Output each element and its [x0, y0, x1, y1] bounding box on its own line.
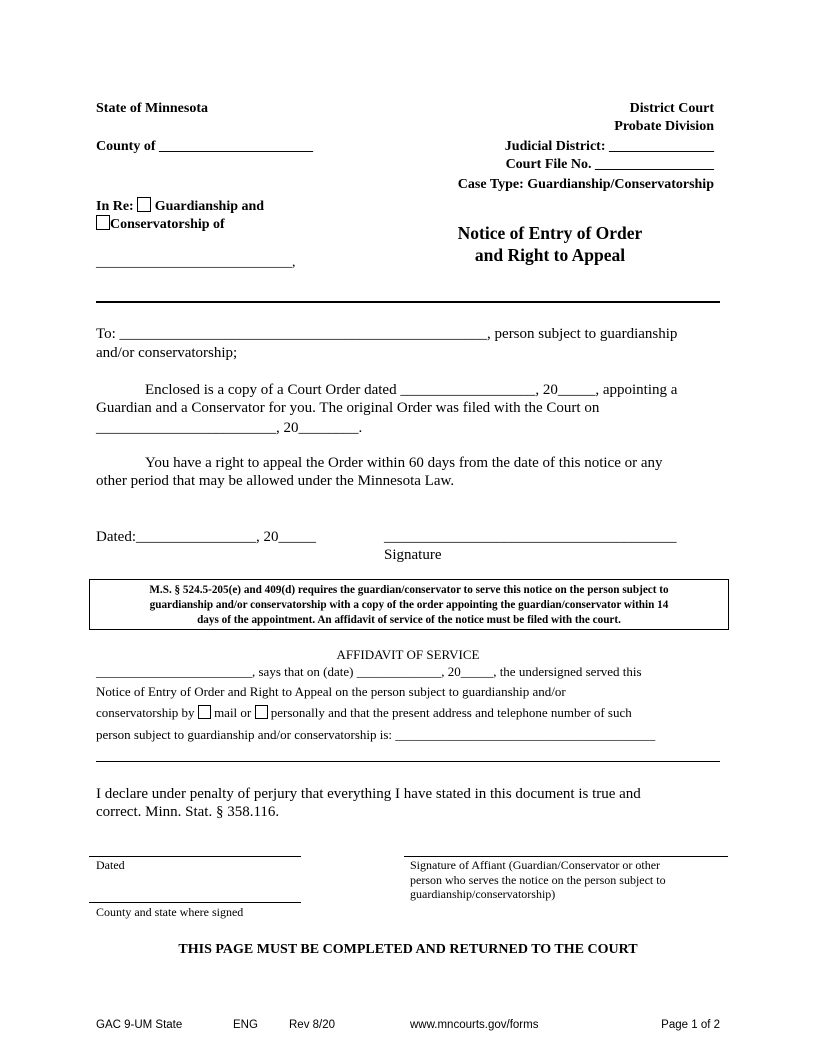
footer-url[interactable]: www.mncourts.gov/forms	[410, 1019, 539, 1031]
notice-line-2: guardianship and/or conservatorship with a copy of the order appointing the guardian/conservator within 14	[149, 599, 669, 611]
county-line	[96, 139, 313, 155]
declaration-line-1: I declare under penalty of perjury that everything I have stated in this document is true and	[96, 786, 641, 802]
form-title	[420, 222, 680, 266]
judicial-district-field[interactable]: Judicial District: _______________	[504, 139, 714, 154]
dated-label: Dated	[96, 858, 125, 872]
declaration-line-2: correct. Minn. Stat. § 358.116.	[96, 804, 280, 820]
footer-language: ENG	[233, 1019, 258, 1031]
statute-notice-box	[89, 579, 729, 630]
signature-line[interactable]: _______________________________________	[384, 529, 677, 545]
affiant-label-line-1: Signature of Affiant (Guardian/Conservator or other	[410, 858, 661, 872]
enclosed-line-3[interactable]: ________________________, 20________.	[96, 420, 363, 436]
mail-checkbox[interactable]	[198, 705, 211, 719]
enclosed-line-1[interactable]: Enclosed is a copy of a Court Order dated __________________, 20_____, appointing a	[145, 382, 678, 398]
affidavit-line-1[interactable]: ________________________, says that on (date) _____________, 20_____, the undersigned served this	[96, 664, 642, 679]
signature-label: Signature	[384, 547, 442, 563]
county-blank[interactable]: ______________________	[159, 139, 314, 154]
county-state-label: County and state where signed	[96, 905, 244, 919]
affidavit-line-3	[96, 705, 632, 721]
personally-checkbox[interactable]	[255, 705, 268, 719]
conservatorship-option-label: Conservatorship of	[110, 217, 225, 232]
personally-label: personally and that the present address and telephone number of such	[270, 705, 632, 720]
division-label: Probate Division	[614, 119, 714, 134]
mail-label: mail or	[214, 705, 252, 720]
to-line[interactable]: To: _________________________________________________, person subject to guardianship	[96, 326, 678, 342]
notice-line-1: M.S. § 524.5-205(e) and 409(d) requires the guardian/conservator to serve this notice on the person subject to	[149, 584, 669, 596]
affiant-signature-line[interactable]	[404, 856, 728, 857]
guardianship-option-label: Guardianship and	[154, 199, 265, 214]
enclosed-line-2: Guardian and a Conservator for you. The original Order was filed with the Court on	[96, 400, 600, 416]
case-type-label: Case Type: Guardianship/Conservatorship	[457, 177, 714, 192]
affiant-label	[410, 858, 666, 902]
dated-field[interactable]: Dated:________________, 20_____	[96, 529, 316, 545]
to-line-2: and/or conservatorship;	[96, 345, 238, 361]
affidavit-line-2: Notice of Entry of Order and Right to Appeal on the person subject to guardianship and/or	[96, 684, 566, 699]
appeal-line-1: You have a right to appeal the Order within 60 days from the date of this notice or any	[145, 455, 663, 471]
form-title-line-1: Notice of Entry of Order	[457, 223, 643, 243]
notice-line-3: days of the appointment. An affidavit of service of the notice must be filed with the court.	[197, 614, 621, 626]
header-divider	[96, 301, 720, 303]
form-title-line-2: and Right to Appeal	[474, 245, 626, 265]
court-label: District Court	[629, 101, 714, 116]
dated-signature-line[interactable]	[89, 856, 301, 857]
affidavit-line-4[interactable]: person subject to guardianship and/or conservatorship is: ________________________________________	[96, 727, 656, 742]
conservatorship-checkbox[interactable]	[96, 215, 110, 230]
in-re-prefix: In Re:	[96, 199, 134, 214]
ward-name-blank[interactable]: ____________________________,	[96, 255, 296, 270]
affiant-label-line-2: person who serves the notice on the person subject to	[410, 872, 666, 887]
must-complete-notice: THIS PAGE MUST BE COMPLETED AND RETURNED TO THE COURT	[178, 942, 638, 957]
county-label: County of	[96, 139, 156, 154]
in-re-line-1	[96, 197, 264, 215]
served-by-label: conservatorship by	[96, 705, 195, 720]
footer-form-id: GAC 9-UM State	[96, 1019, 183, 1031]
footer-revision: Rev 8/20	[289, 1019, 336, 1031]
affiant-label-line-3: guardianship/conservatorship)	[410, 887, 556, 901]
footer-page-number: Page 1 of 2	[661, 1019, 720, 1031]
in-re-line-2	[96, 215, 225, 233]
state-label: State of Minnesota	[96, 101, 208, 116]
appeal-line-2: other period that may be allowed under the Minnesota Law.	[96, 473, 455, 489]
county-signature-line[interactable]	[89, 902, 301, 903]
court-file-field[interactable]: Court File No. _________________	[505, 157, 714, 172]
guardianship-checkbox[interactable]	[137, 197, 151, 212]
address-continuation-line[interactable]	[96, 761, 720, 762]
affidavit-heading: AFFIDAVIT OF SERVICE	[336, 647, 480, 662]
